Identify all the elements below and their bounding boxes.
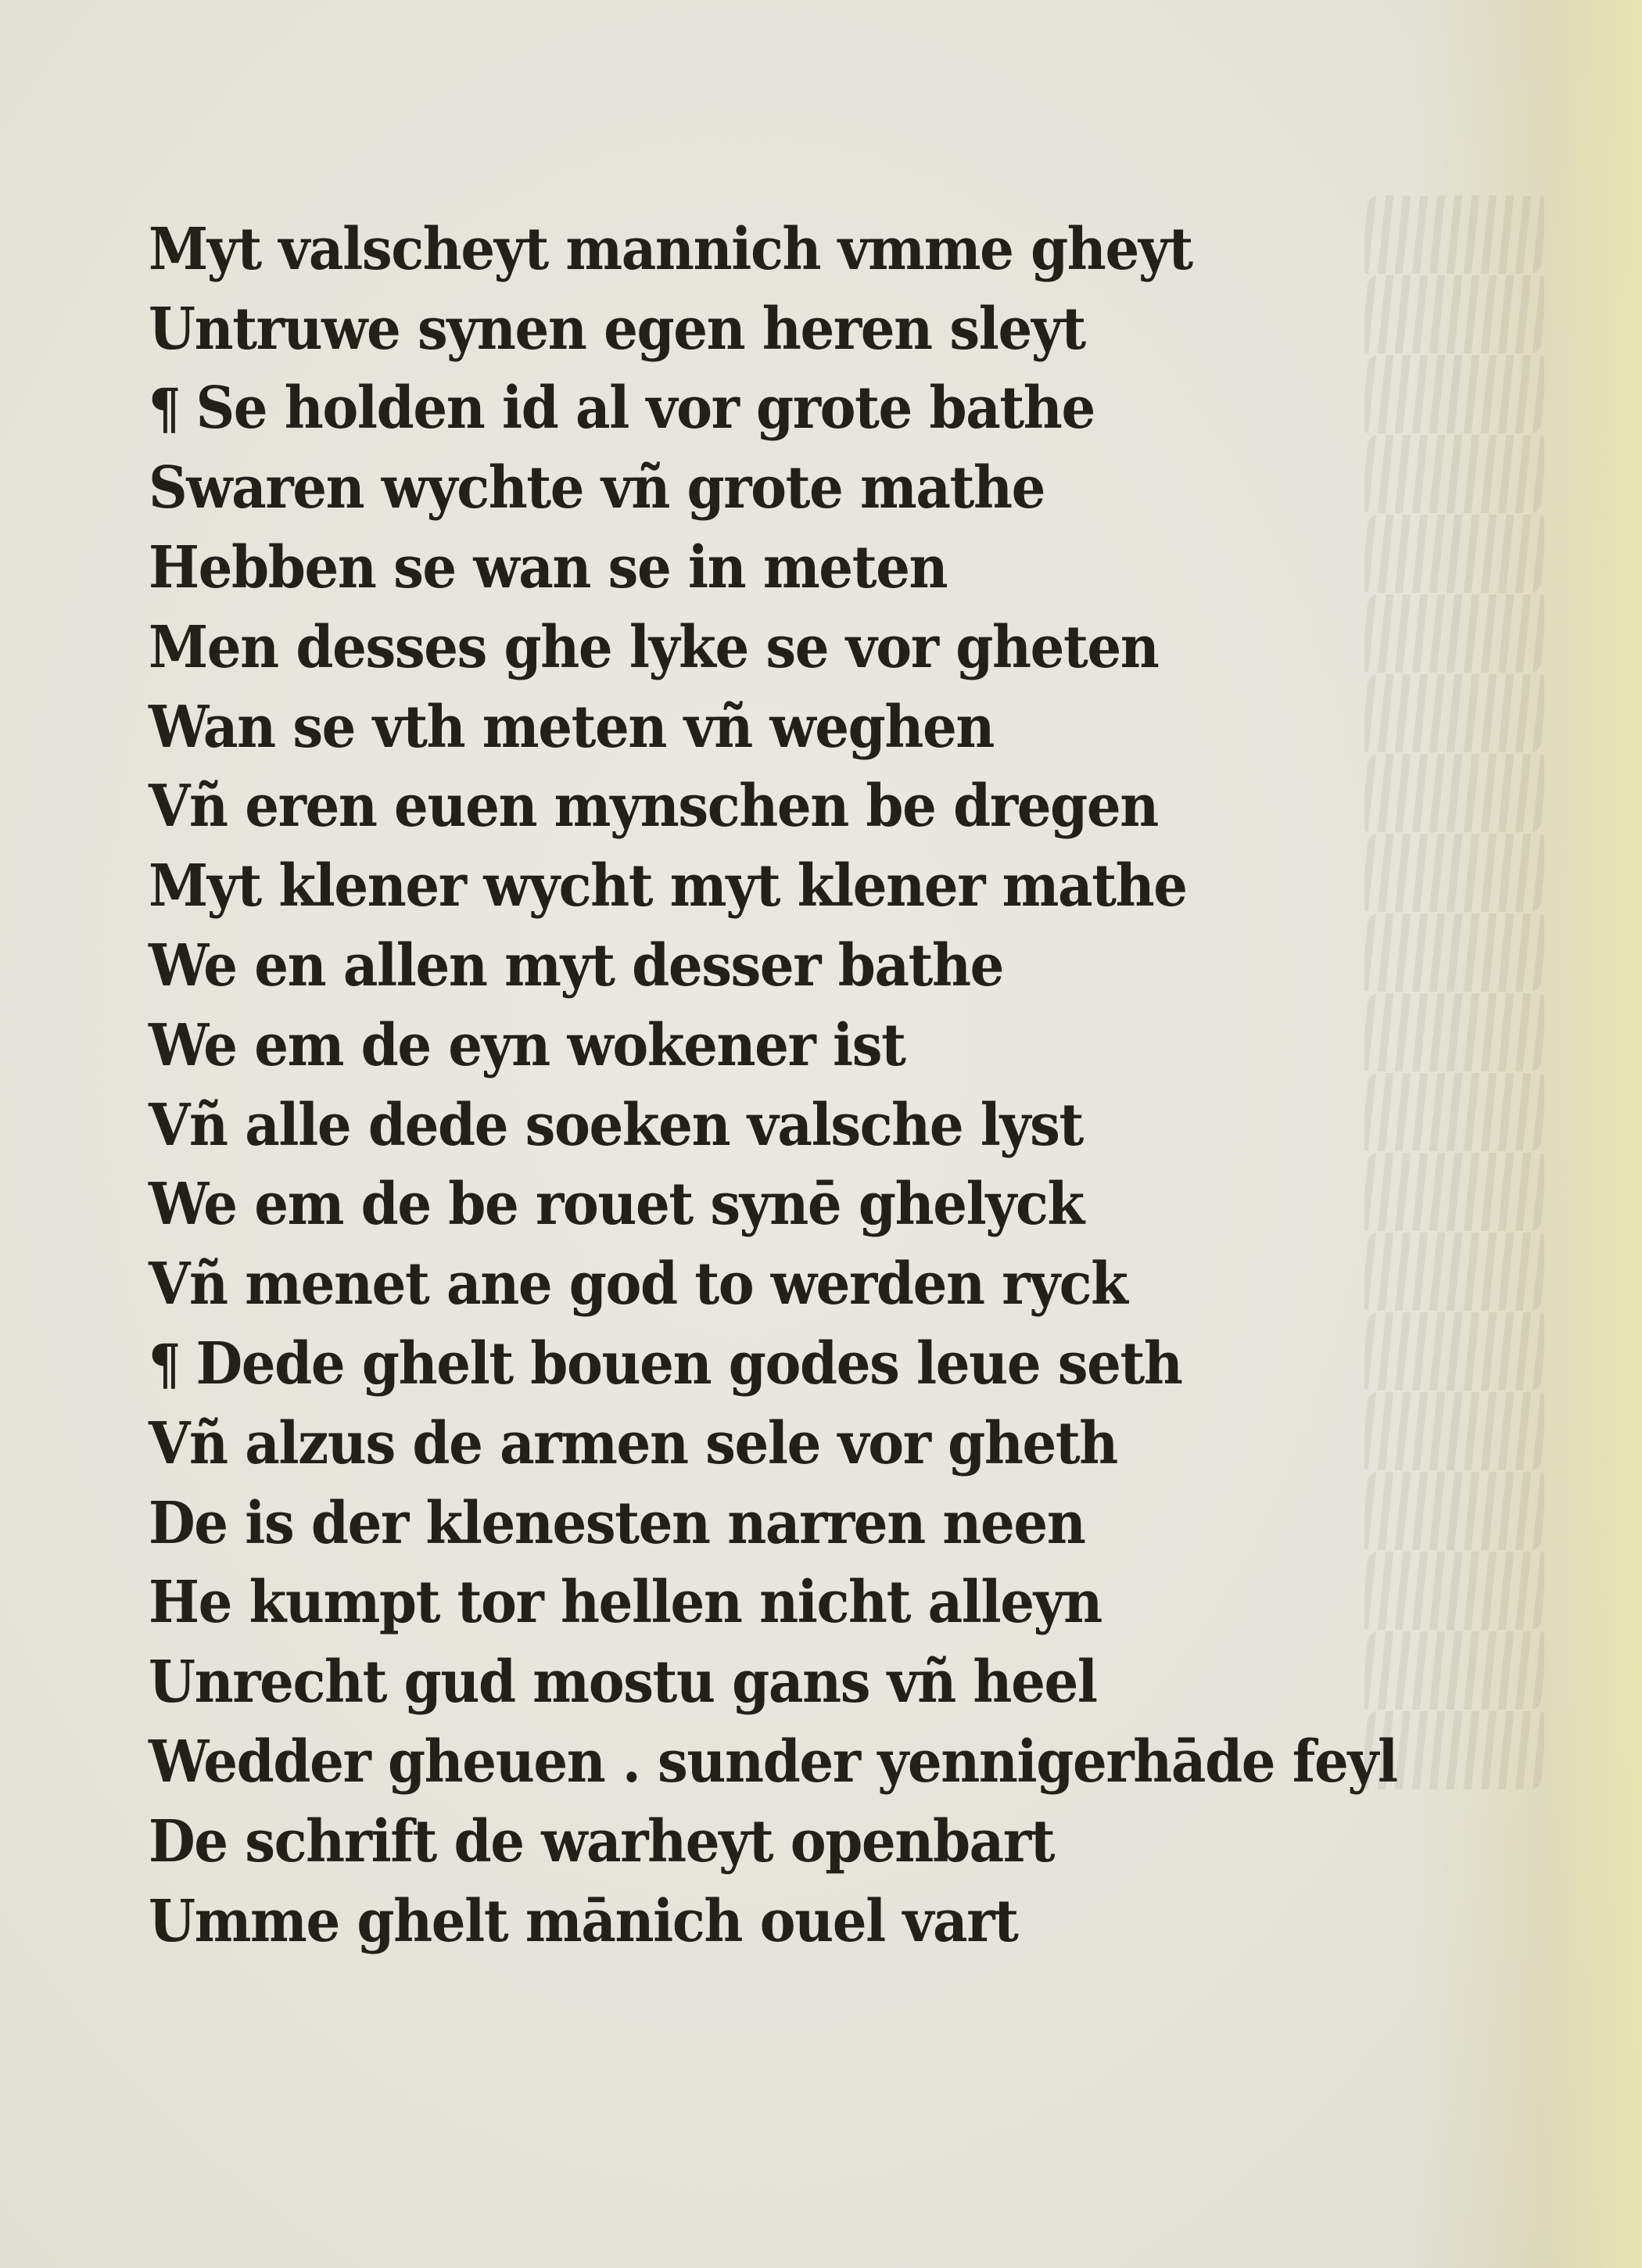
verse-line-8 <box>149 767 1370 847</box>
verse-text: We en allen myt desser bathe <box>149 932 1004 1000</box>
verse-text: Unrecht gud mostu gans vñ heel <box>149 1649 1097 1717</box>
verse-line-1 <box>149 210 1370 289</box>
verse-line-9 <box>149 846 1370 926</box>
verse-text: Men desses ghe lyke se vor gheten <box>149 613 1159 681</box>
verse-text: Wan se vth meten vñ weghen <box>149 693 995 761</box>
verse-line-2 <box>149 289 1370 369</box>
verse-line-5 <box>149 528 1370 608</box>
verse-line-7 <box>149 687 1370 767</box>
verse-line-3 <box>149 369 1370 449</box>
verse-text: Vñ eren euen mynschen be dregen <box>149 773 1158 841</box>
verse-text: Myt valscheyt mannich vmme gheyt <box>149 215 1192 283</box>
verse-text: Wedder gheuen . sunder yennigerhāde feyl <box>149 1728 1397 1796</box>
verse-line-19 <box>149 1642 1370 1722</box>
verse-line-10 <box>149 926 1370 1006</box>
verse-line-21 <box>149 1802 1370 1882</box>
verse-text: Dede ghelt bouen godes leue seth <box>195 1330 1182 1398</box>
verse-line-4 <box>149 448 1370 528</box>
verse-text: Hebben se wan se in meten <box>149 534 948 602</box>
verse-text: Umme ghelt mānich ouel vart <box>149 1887 1018 1955</box>
verse-block <box>149 210 1462 1961</box>
verse-line-15 <box>149 1324 1370 1404</box>
verse-text: We em de be rouet synē ghelyck <box>149 1171 1084 1239</box>
verse-text: Myt klener wycht myt klener mathe <box>149 852 1187 920</box>
verse-line-17 <box>149 1484 1370 1563</box>
verse-line-16 <box>149 1404 1370 1484</box>
verse-text: Untruwe synen egen heren sleyt <box>149 295 1085 363</box>
verse-text: Vñ alle dede soeken valsche lyst <box>149 1091 1083 1159</box>
verse-text: De is der klenesten narren neen <box>149 1489 1085 1557</box>
verse-line-22 <box>149 1882 1370 1961</box>
verse-text: Se holden id al vor grote bathe <box>195 375 1095 443</box>
pilcrow-mark: ¶ <box>149 1331 181 1397</box>
verse-line-6 <box>149 608 1370 687</box>
verse-text: De schrift de warheyt openbart <box>149 1807 1055 1875</box>
verse-line-11 <box>149 1006 1370 1086</box>
pilcrow-mark: ¶ <box>149 375 181 441</box>
verse-line-12 <box>149 1086 1370 1165</box>
verse-line-13 <box>149 1165 1370 1245</box>
verse-text: He kumpt tor hellen nicht alleyn <box>149 1569 1102 1637</box>
verse-line-18 <box>149 1563 1370 1643</box>
verse-text: Vñ menet ane god to werden ryck <box>149 1251 1128 1319</box>
verse-line-20 <box>149 1722 1397 1802</box>
verse-text: Swaren wychte vñ grote mathe <box>149 454 1045 522</box>
verse-text: We em de eyn wokener ist <box>149 1011 905 1079</box>
verse-text: Vñ alzus de armen sele vor gheth <box>149 1409 1117 1477</box>
verse-line-14 <box>149 1244 1370 1324</box>
